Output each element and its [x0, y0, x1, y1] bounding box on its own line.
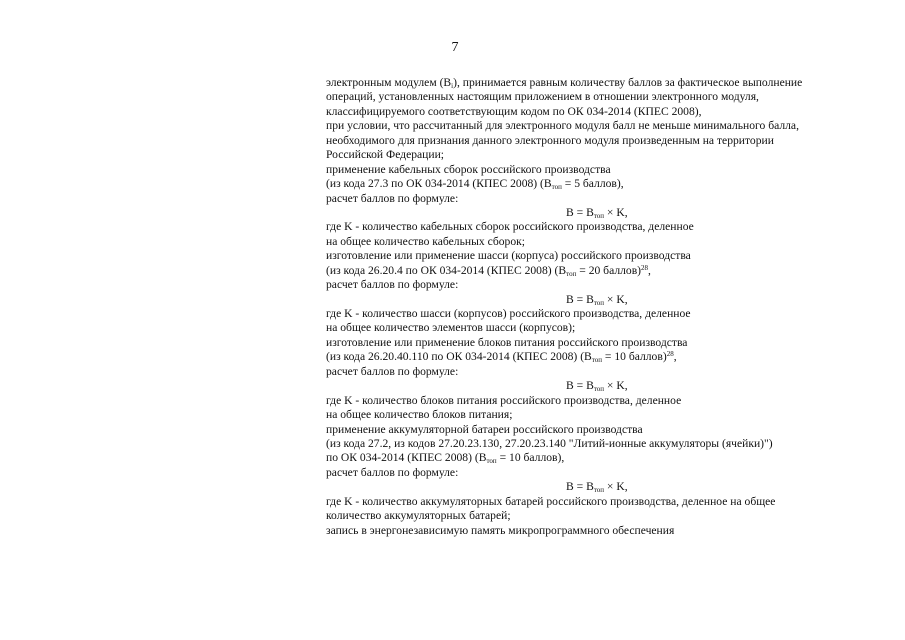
- text-line: (из кода 26.20.40.110 по ОК 034-2014 (КПЕС 2008) ($B_{топ} = 10$ баллов)$^{28}$,: [326, 350, 677, 365]
- text-line: классифицируемого соответствующим кодом по ОК 034-2014 (КПЕС 2008),: [326, 104, 702, 118]
- text-line: где K - количество блоков питания российского производства, деленное: [326, 393, 682, 407]
- formula: $B = B_{топ} \times K$,: [566, 292, 628, 307]
- text-line: где K - количество шасси (корпусов) российского производства, деленное: [326, 307, 691, 320]
- text-line: где K - количество аккумуляторных батарей российского производства, деленное на общее: [326, 494, 776, 508]
- formula: $B = B_{топ} \times K$,: [566, 379, 628, 394]
- text-line: необходимого для признания данного электронного модуля произведенным на территории: [326, 133, 774, 147]
- text-line: изготовление или применение блоков питания российского производства: [326, 335, 688, 349]
- text-line: расчет баллов по формуле:: [326, 364, 459, 378]
- text-line: расчет баллов по формуле:: [326, 278, 459, 292]
- footnote-ref: 28: [666, 350, 674, 359]
- text-line: (из кода 27.3 по ОК 034-2014 (КПЕС 2008) ($B_{топ} = 5$ баллов),: [326, 177, 624, 192]
- text-line: где K - количество кабельных сборок российского производства, деленное: [326, 220, 694, 234]
- document-body: [326, 76, 886, 538]
- footnote-ref: 28: [641, 263, 649, 272]
- text-line: изготовление или применение шасси (корпуса) российского производства: [326, 249, 691, 263]
- formula: $B = B_{топ} \times K$,: [566, 480, 628, 495]
- text-line: применение кабельных сборок российского производства: [326, 162, 611, 176]
- text-line: операций, установленных настоящим приложением в отношении электронного модуля,: [326, 90, 759, 104]
- page-number: 7: [451, 40, 459, 55]
- text-line: по ОК 034-2014 (КПЕС 2008) ($B_{топ} = 10$ баллов),: [326, 451, 565, 466]
- text-line: запись в энергонезависимую память микропрограммного обеспечения: [326, 523, 675, 537]
- text-line: применение аккумуляторной батареи российского производства: [326, 422, 643, 436]
- formula: $B = B_{топ} \times K$,: [566, 205, 628, 220]
- text-line: на общее количество блоков питания;: [326, 408, 513, 422]
- text-line: при условии, что рассчитанный для электронного модуля балл не меньше минимального балла,: [326, 119, 799, 133]
- text-line: электронным модулем $(B_i)$, принимается равным количеству баллов за фактическое выполнение: [326, 76, 803, 90]
- text-line: (из кода 26.20.4 по ОК 034-2014 (КПЕС 2008) ($B_{топ} = 20$ баллов)$^{28}$,: [326, 263, 651, 278]
- text-line: расчет баллов по формуле:: [326, 191, 459, 205]
- text-line: (из кода 27.2, из кодов 27.20.23.130, 27.20.23.140 "Литий-ионные аккумуляторы (ячейки)"): [326, 436, 773, 450]
- text-line: на общее количество элементов шасси (корпусов);: [326, 321, 576, 335]
- text-line: на общее количество кабельных сборок;: [326, 234, 525, 248]
- text-line: расчет баллов по формуле:: [326, 465, 459, 479]
- text-line: Российской Федерации;: [326, 148, 445, 162]
- text-line: количество аккумуляторных батарей;: [326, 509, 511, 523]
